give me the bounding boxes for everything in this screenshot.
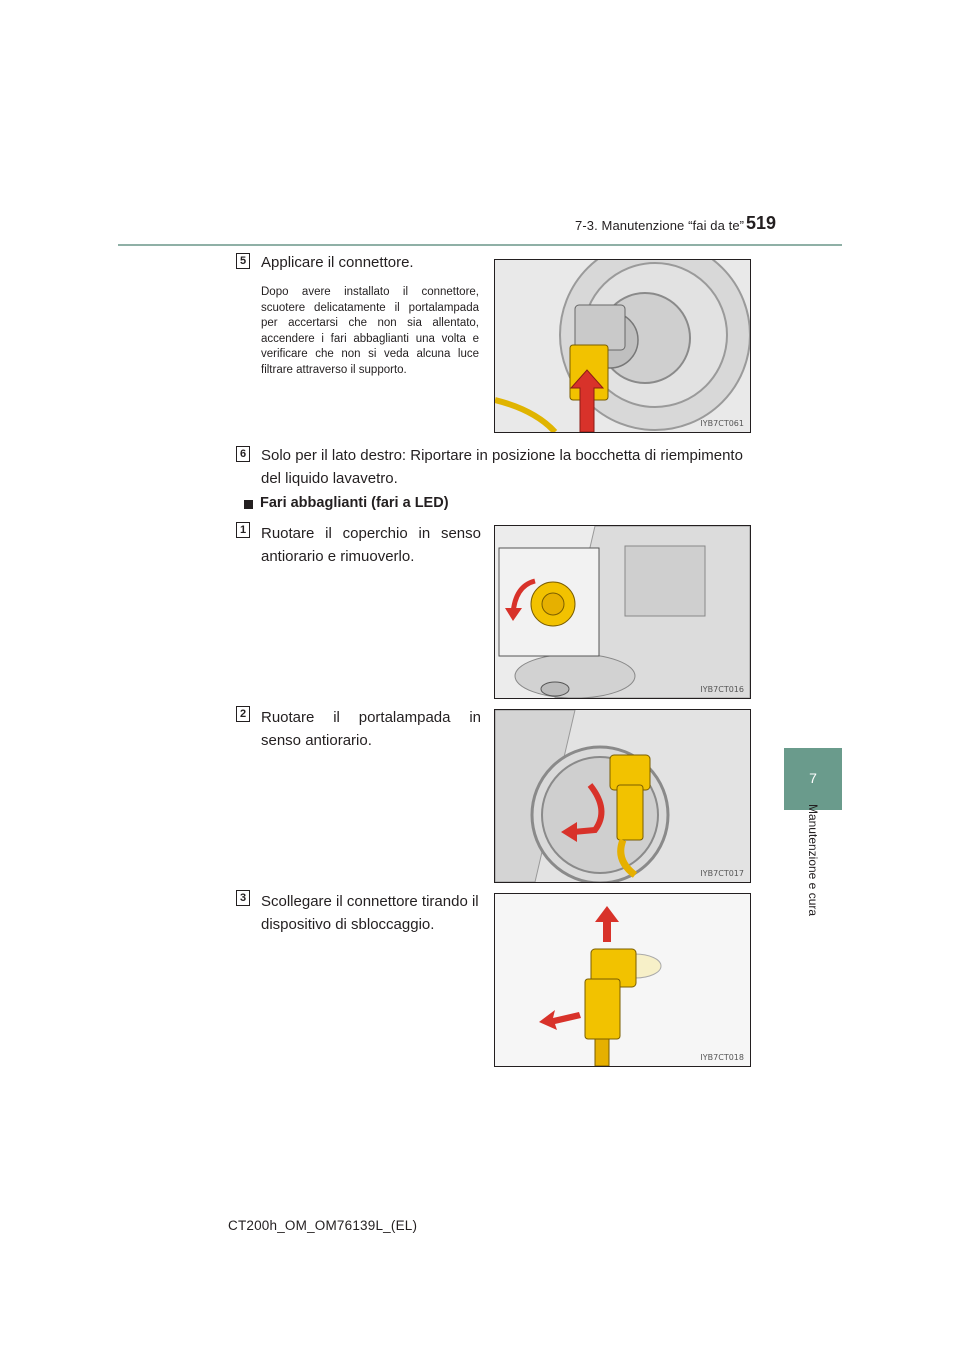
step-badge: 3 — [236, 890, 250, 906]
figure-socket — [494, 709, 751, 883]
section-heading: Fari abbaglianti (fari a LED) — [260, 495, 449, 511]
step-text: Applicare il connettore. — [261, 254, 414, 271]
step-note: Dopo avere installato il connettore, scuotere delicatamente il portalampada per accertarsi che non sia allentato, accendere i fari abbaglianti una volta e verificare che non si veda alcuna luce filtrare attraverso il supporto. — [261, 286, 479, 376]
figure-code: IYB7CT017 — [700, 869, 744, 878]
header-divider — [118, 244, 842, 246]
figure-release — [494, 893, 751, 1067]
step-badge: 6 — [236, 446, 250, 462]
section-bullet — [244, 500, 253, 509]
chapter-tab — [784, 748, 842, 810]
section-title: 7-3. Manutenzione “fai da te” — [575, 218, 745, 233]
figure-code: IYB7CT016 — [700, 685, 744, 694]
step-badge: 1 — [236, 522, 250, 538]
step-text: Scollegare il connettore tirando il dispositivo di sbloccaggio. — [261, 893, 479, 933]
document-code: CT200h_OM_OM76139L_(EL) — [228, 1218, 418, 1233]
step-text: Ruotare il portalampada in senso antiorario. — [261, 709, 481, 749]
page-number: 519 — [746, 213, 777, 233]
chapter-number: 7 — [809, 770, 817, 786]
figure-code: IYB7CT061 — [700, 419, 744, 428]
step-text: Solo per il lato destro: Riportare in posizione la bocchetta di riempimento del liquido lavavetro. — [261, 447, 743, 487]
figure-code: IYB7CT018 — [700, 1053, 744, 1062]
figure-cover — [494, 525, 751, 699]
step-badge: 2 — [236, 706, 250, 722]
step-badge: 5 — [236, 253, 250, 269]
chapter-label: Manutenzione e cura — [806, 803, 820, 917]
step-text: Ruotare il coperchio in senso antiorario e rimuoverlo. — [261, 525, 481, 565]
figure-connector — [494, 259, 751, 433]
